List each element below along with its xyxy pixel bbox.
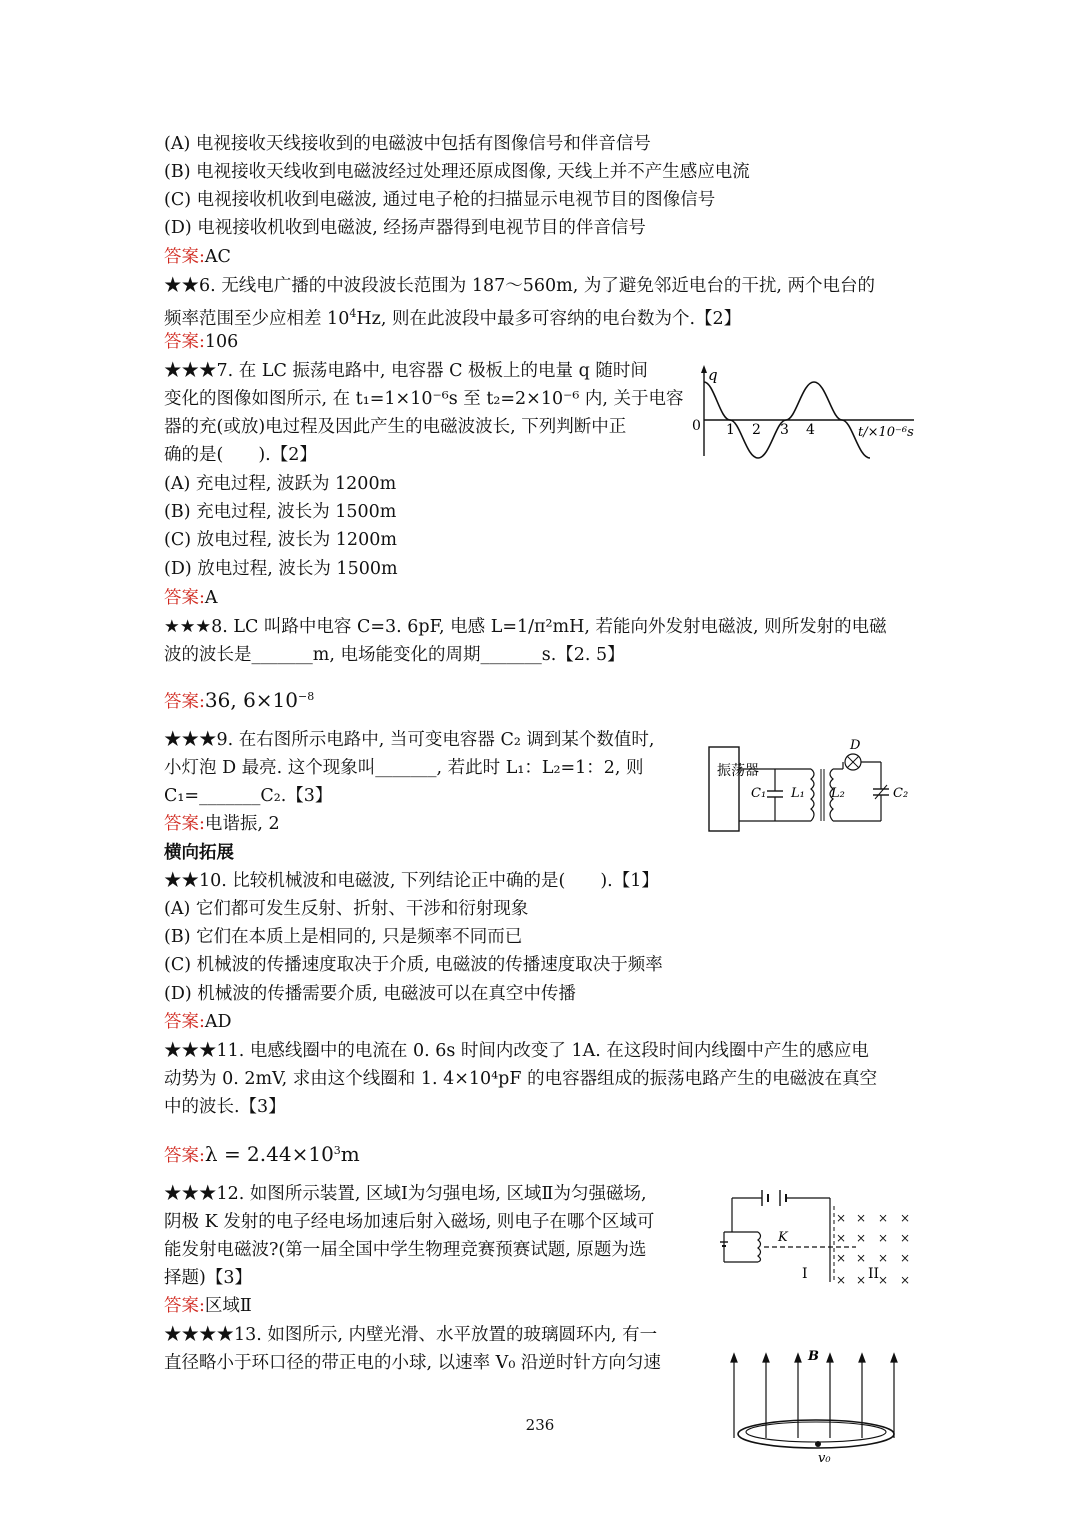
origin-label: 0 [692, 418, 701, 434]
lamp-label: D [850, 738, 861, 753]
l1-label: L₁ [791, 786, 805, 801]
question-11-line-1: ★★★11. 电感线圈中的电流在 0. 6s 时间内改变了 1A. 在这段时间内线圈中产生的感应电 [164, 1041, 869, 1061]
svg-text:×: × [900, 1231, 911, 1245]
option-a-line: (A) 电视接收天线接收到的电磁波中包括有图像信号和伴音信号 [164, 134, 651, 154]
question-10-option-c: (C) 机械波的传播速度取决于介质, 电磁波的传播速度取决于频率 [164, 955, 663, 975]
svg-text:×: × [900, 1251, 911, 1265]
svg-text:×: × [878, 1251, 889, 1265]
svg-text:×: × [878, 1231, 889, 1245]
section-heading: 横向拓展 [164, 843, 234, 863]
question-10-option-d: (D) 机械波的传播需要介质, 电磁波可以在真空中传播 [164, 984, 576, 1004]
question-7-line-1: ★★★7. 在 LC 振荡电路中, 电容器 C 极板上的电量 q 随时间 [164, 361, 648, 381]
question-13-line-2: 直径略小于环口径的带正电的小球, 以速率 V₀ 沿逆时针方向匀速 [164, 1353, 661, 1373]
question-13-line-1: ★★★★13. 如图所示, 内壁光滑、水平放置的玻璃圆环内, 有一 [164, 1325, 658, 1345]
question-12-line-2: 阴极 K 发射的电子经电场加速后射入磁场, 则电子在哪个区域可 [164, 1212, 655, 1232]
charged-ball [815, 1441, 821, 1447]
svg-text:×: × [856, 1231, 867, 1245]
tick-2: 2 [752, 422, 761, 438]
question-6-line-1: ★★6. 无线电广播的中波段波长范围为 187～560m, 为了避免邻近电台的干扰, 两个电台的 [164, 276, 875, 296]
option-d-line: (D) 电视接收机收到电磁波, 经扬声器得到电视节目的伴音信号 [164, 218, 646, 238]
question-9-line-3: C₁=_______C₂.【3】 [164, 786, 333, 806]
question-12-line-4: 择题)【3】 [164, 1268, 252, 1288]
question-7-option-d: (D) 放电过程, 波长为 1500m [164, 559, 398, 579]
svg-text:×: × [836, 1273, 847, 1287]
question-7-line-2: 变化的图像如图所示, 在 t₁=1×10⁻⁶s 至 t₂=2×10⁻⁶ 内, 关于电容 [164, 389, 684, 409]
answer-12: 答案:区域Ⅱ [164, 1296, 252, 1316]
question-9-line-1: ★★★9. 在右图所示电路中, 当可变电容器 C₂ 调到某个数值时, [164, 730, 655, 750]
oscillator-label: 振荡器 [717, 763, 759, 779]
svg-text:×: × [856, 1251, 867, 1265]
page-number: 236 [525, 1416, 555, 1434]
c2-label: C₂ [893, 786, 909, 801]
question-10-option-b: (B) 它们在本质上是相同的, 只是频率不同而已 [164, 927, 523, 947]
answer-10: 答案:AD [164, 1012, 232, 1032]
option-b-line: (B) 电视接收天线收到电磁波经过处理还原成图像, 天线上并不产生感应电流 [164, 162, 750, 182]
svg-text:×: × [900, 1273, 911, 1287]
b-field-label: B [808, 1349, 819, 1364]
velocity-label: v₀ [818, 1451, 831, 1466]
answer-9: 答案:电谐振, 2 [164, 814, 280, 834]
question-7-line-4: 确的是( ).【2】 [164, 445, 317, 465]
tick-4: 4 [806, 422, 815, 438]
svg-text:×: × [856, 1211, 867, 1225]
tick-1: 1 [726, 422, 735, 438]
oscillator-circuit-diagram [705, 735, 920, 835]
oscillator-box [709, 747, 739, 831]
question-7-option-b: (B) 充电过程, 波长为 1500m [164, 502, 397, 522]
electron-gun-diagram [718, 1186, 918, 1290]
q-label: q [708, 366, 718, 384]
l2-label: L₂ [831, 786, 845, 801]
inductor-l1 [811, 769, 814, 821]
svg-text:×: × [878, 1273, 889, 1287]
question-7-option-a: (A) 充电过程, 波跃为 1200m [164, 474, 397, 494]
question-11-line-3: 中的波长.【3】 [164, 1097, 286, 1117]
q-axis-arrow-icon [701, 365, 707, 373]
answer-8: 答案:36, $6\times 10^{-8}$ [164, 687, 315, 712]
answer-6: 答案:106 [164, 332, 239, 352]
question-10-line-1: ★★10. 比较机械波和电磁波, 下列结论正中确的是( ).【1】 [164, 871, 659, 891]
answer-11: 答案:λ = $2.44\times 10^3m$ [164, 1141, 360, 1166]
question-12-line-1: ★★★12. 如图所示装置, 区域Ⅰ为匀强电场, 区域Ⅱ为匀强磁场, [164, 1184, 647, 1204]
svg-text:×: × [836, 1251, 847, 1265]
question-8-line-2: 波的波长是_______m, 电场能变化的周期_______s.【2. 5】 [164, 645, 625, 665]
svg-text:×: × [836, 1211, 847, 1225]
answer-5: 答案:AC [164, 247, 231, 267]
question-7-line-3: 器的充(或放)电过程及因此产生的电磁波波长, 下列判断中正 [164, 417, 627, 437]
answer-7: 答案:A [164, 588, 218, 608]
svg-text:×: × [900, 1211, 911, 1225]
question-11-line-2: 动势为 0. 2mV, 求由这个线圈和 1. 4×10⁴pF 的电容器组成的振荡电路产生的电磁波在真空 [164, 1069, 878, 1089]
c1-label: C₁ [751, 786, 767, 801]
glass-ring-diagram [722, 1344, 922, 1468]
question-8-line-1: ★★★8. LC 叫路中电容 C=3. 6pF, 电感 L=1/π²mH, 若能向外发射电磁波, 则所发射的电磁 [164, 617, 887, 637]
charge-time-graph [690, 362, 930, 462]
svg-text:×: × [836, 1231, 847, 1245]
region-1-label: I [802, 1266, 808, 1282]
cathode-heater [758, 1232, 761, 1262]
question-6-line-2: 频率范围至少应相差 $10^4Hz$, 则在此波段中最多可容纳的电台数为个.【2】 [164, 307, 742, 329]
question-9-line-2: 小灯泡 D 最亮. 这个现象叫_______, 若此时 L₁：L₂=1：2, 则 [164, 758, 644, 778]
question-7-option-c: (C) 放电过程, 波长为 1200m [164, 530, 397, 550]
region-2-label: II [868, 1266, 880, 1282]
t-axis-label: t/×10⁻⁶s [858, 425, 914, 440]
question-10-option-a: (A) 它们都可发生反射、折射、干涉和衍射现象 [164, 899, 529, 919]
svg-text:×: × [856, 1273, 867, 1287]
tick-3: 3 [780, 422, 789, 438]
option-c-line: (C) 电视接收机收到电磁波, 通过电子枪的扫描显示电视节目的图像信号 [164, 190, 716, 210]
cathode-label: K [778, 1230, 788, 1245]
svg-text:×: × [878, 1211, 889, 1225]
question-12-line-3: 能发射电磁波?(第一届全国中学生物理竞赛预赛试题, 原题为选 [164, 1240, 647, 1260]
